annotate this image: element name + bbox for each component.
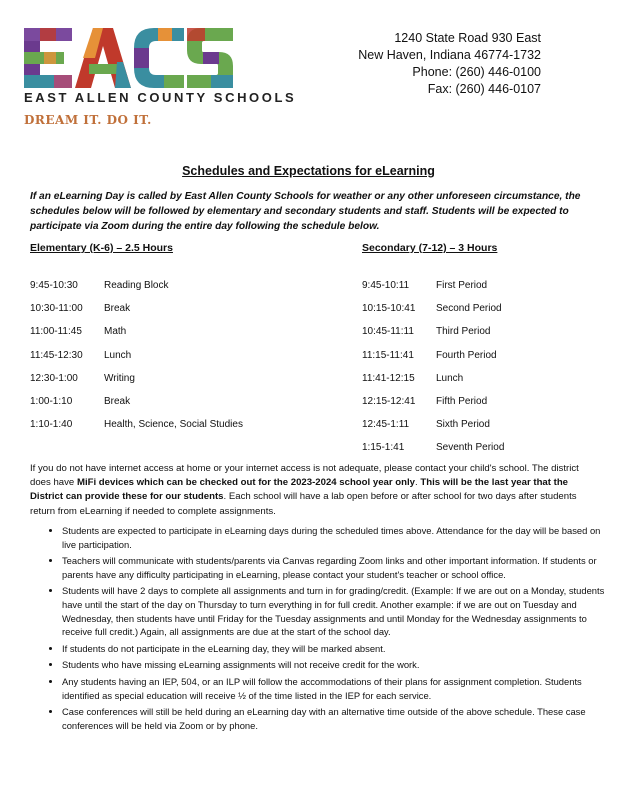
schedule-time: 12:45-1:11 xyxy=(362,419,410,431)
schedule-time: 11:41-12:15 xyxy=(362,372,415,384)
schedule-activity: Health, Science, Social Studies xyxy=(104,419,243,431)
schedule-activity: Break xyxy=(104,303,131,315)
schedule-activity: Break xyxy=(104,396,131,408)
schedule-row xyxy=(362,320,504,343)
list-item: • If students do not participate in the eLearning day, they will be marked absent. xyxy=(62,642,610,656)
mifi-bold-text: MiFi devices which can be checked out for the 2023-2024 school year only xyxy=(76,477,415,489)
schedule-row xyxy=(30,344,243,367)
list-item: • Students will have 2 days to complete all assignments and turn in for grading/credit. (Example: If we are out on a Monday, students have until the start of the day on Thursday to turn everything in for full credit. Another example: if we are out on Tuesday and Wednesday, then students have until Friday for the Tuesday assignments and until Monday for the Wednesday assignments to receive full credit.) Again, all assignments are due at the start of the school day. xyxy=(62,584,610,638)
paragraph-text: . xyxy=(415,477,421,489)
paragraph-text: If you do not have internet access at home or your internet access is not adequate, please contact your child's school. The district does have xyxy=(30,463,579,489)
list-item: • Any students having an IEP, 504, or an ILP will follow the accommodations of their plans for assignment completion. Students identified as special education will receive ½ of the time listed in the IEP for each service. xyxy=(62,675,610,702)
schedule-row xyxy=(30,297,243,320)
paragraph-text: . Each school will have a lab open before or after school for two days after students return from eLearning if needed to complete assignments. xyxy=(30,491,577,517)
schedule-time: 12:30-1:00 xyxy=(30,372,78,384)
list-item: • Students who have missing eLearning assignments will not receive credit for the work. xyxy=(62,658,610,672)
schedule-activity: Lunch xyxy=(436,372,464,384)
last-year-bold-text: This will be the last year that the District can provide these for our students xyxy=(30,477,569,503)
logo-letter-e xyxy=(24,28,72,88)
eacs-logo xyxy=(24,28,296,127)
schedule-time: 11:00-11:45 xyxy=(30,326,82,338)
list-item: • Case conferences will still be held during an eLearning day with an alternative time outside of the above schedule. These case conferences will be held via Zoom or by phone. xyxy=(62,705,610,732)
schedule-row xyxy=(362,344,504,367)
schedule-activity: Reading Block xyxy=(104,280,169,292)
tagline: DREAM IT. DO IT. xyxy=(24,113,152,127)
schedule-activity: First Period xyxy=(436,280,488,292)
schedule-time: 10:30-11:00 xyxy=(30,303,83,315)
internet-access-paragraph xyxy=(30,462,590,519)
schedule-row xyxy=(30,390,243,413)
schedule-activity: Writing xyxy=(104,372,135,384)
logo-letter-c xyxy=(134,28,184,88)
logo-letter-a xyxy=(75,28,131,88)
schedule-time: 1:10-1:40 xyxy=(30,419,73,431)
schedule-row xyxy=(30,274,243,297)
schedule-row xyxy=(362,297,504,320)
schedule-row xyxy=(30,320,243,343)
schedule-activity: Math xyxy=(104,326,127,338)
schedule-activity: Seventh Period xyxy=(436,442,505,454)
schedule-time: 9:45-10:30 xyxy=(30,280,78,292)
schedule-time: 1:15-1:41 xyxy=(362,442,405,454)
schedule-activity: Sixth Period xyxy=(436,419,490,431)
list-item: • Students are expected to participate in eLearning days during the scheduled times above. Attendance for the day will be based on live participation. xyxy=(62,524,610,551)
address-line-2: New Haven, Indiana 46774-1732 xyxy=(358,48,541,62)
schedule-activity: Third Period xyxy=(436,326,491,338)
schedule-time: 1:00-1:10 xyxy=(30,396,73,408)
schedule-activity: Fourth Period xyxy=(436,349,497,361)
schedule-row xyxy=(362,367,504,390)
schedule-activity: Second Period xyxy=(436,303,502,315)
schedule-time: 10:45-11:11 xyxy=(362,326,414,338)
elementary-heading: Elementary (K-6) – 2.5 Hours xyxy=(30,242,173,254)
schedule-row xyxy=(362,274,504,297)
secondary-heading: Secondary (7-12) – 3 Hours xyxy=(362,242,498,254)
schedule-time: 12:15-12:41 xyxy=(362,396,416,408)
expectations-list xyxy=(44,524,610,735)
elementary-schedule xyxy=(30,274,243,436)
list-item: • Teachers will communicate with students/parents via Canvas regarding Zoom links and other important information. If students or parents have any difficulty participating in eLearning, please contact your student's teacher or school office. xyxy=(62,554,610,581)
org-name: EAST ALLEN COUNTY SCHOOLS xyxy=(24,90,297,105)
address-block xyxy=(358,30,541,98)
secondary-schedule xyxy=(362,274,504,460)
intro-paragraph: If an eLearning Day is called by East Allen County Schools for weather or any other unforeseen circumstance, the schedules below will be followed by elementary and secondary students and staff. Students will be expected to participate via Zoom during the entire day following the schedule below. xyxy=(30,191,581,232)
schedule-time: 11:15-11:41 xyxy=(362,349,414,361)
schedule-row xyxy=(362,390,504,413)
page-title: Schedules and Expectations for eLearning xyxy=(182,164,435,178)
address-line-1: 1240 State Road 930 East xyxy=(394,31,541,45)
schedule-activity: Fifth Period xyxy=(436,396,488,408)
eacs-logo-letters xyxy=(24,28,296,88)
schedule-time: 11:45-12:30 xyxy=(30,349,83,361)
schedule-activity: Lunch xyxy=(104,349,132,361)
schedule-row xyxy=(362,413,504,436)
phone-line: Phone: (260) 446-0100 xyxy=(412,65,541,79)
fax-line: Fax: (260) 446-0107 xyxy=(427,82,541,96)
schedule-row xyxy=(30,367,243,390)
schedule-time: 9:45-10:11 xyxy=(362,280,410,292)
schedule-time: 10:15-10:41 xyxy=(362,303,416,315)
schedule-row xyxy=(30,413,243,436)
logo-letter-s xyxy=(187,28,233,88)
schedule-row xyxy=(362,436,504,459)
